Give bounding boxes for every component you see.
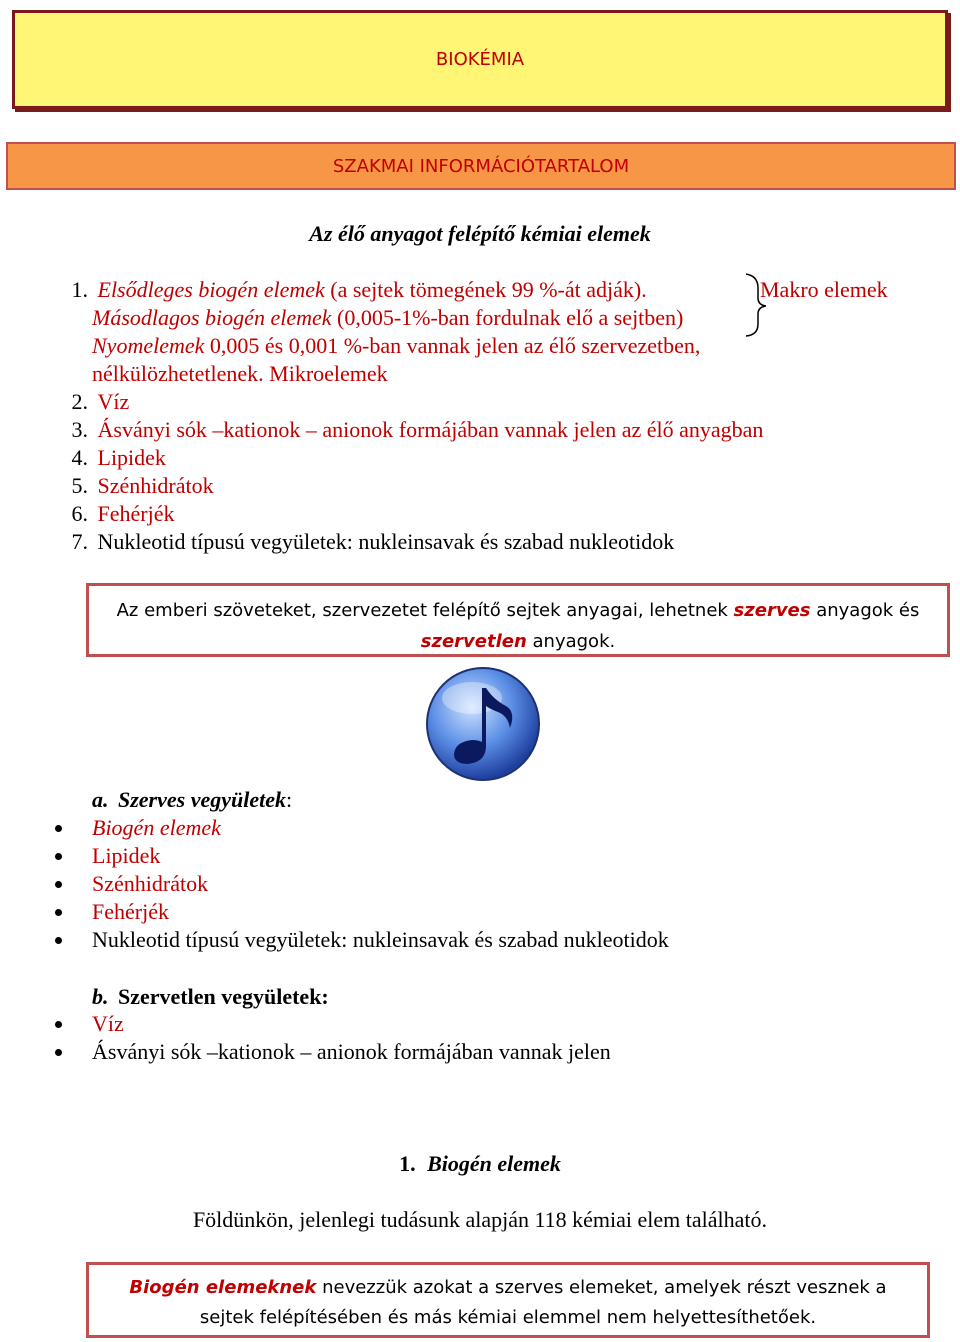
list-item: Biogén elemek	[92, 815, 221, 840]
title-banner	[12, 10, 948, 109]
section-title: SZAKMAI INFORMÁCIÓTARTALOM	[332, 155, 630, 177]
makro-label: Makro elemek	[760, 277, 888, 302]
banner-title: BIOKÉMIA	[435, 49, 525, 70]
list-item: 1. Elsődleges biogén elemek (a sejtek tömegének 99 %-át adják).	[71, 277, 647, 302]
section-a-heading: a. Szerves vegyületek:	[92, 787, 293, 812]
biogen-heading: 1. Biogén elemek	[399, 1151, 561, 1176]
info-box-organic: Az emberi szöveteket, szervezetet felépítő sejtek anyagai, lehetnek szerves anyagok és szervetlen anyagok.	[86, 583, 950, 657]
list-item: 5. Szénhidrátok	[71, 473, 214, 498]
list-item: 2. Víz	[71, 389, 130, 414]
list-item: nélkülözhetetlenek. Mikroelemek	[92, 361, 388, 386]
keyword-szervetlen: szervetlen	[420, 631, 527, 652]
list-item: Szénhidrátok	[92, 871, 209, 896]
section-b-heading: b. Szervetlen vegyületek:	[92, 984, 329, 1009]
list-item: Lipidek	[92, 843, 161, 868]
list-item: 3. Ásványi sók –kationok – anionok formájában vannak jelen az élő anyagban	[71, 417, 764, 442]
list-item: Fehérjék	[92, 899, 169, 924]
keyword-biogen: Biogén elemeknek	[129, 1277, 317, 1298]
earth-elements-text: Földünkön, jelenlegi tudásunk alapján 118 kémiai elem található.	[192, 1207, 768, 1232]
list-item: Ásványi sók –kationok – anionok formájában vannak jelen	[92, 1039, 611, 1064]
list-item: Nyomelemek 0,005 és 0,001 %-ban vannak jelen az élő szervezetben,	[92, 333, 701, 358]
bullet-icon	[55, 1049, 62, 1056]
bullet-icon	[55, 1021, 62, 1028]
keyword-szerves: szerves	[733, 600, 811, 621]
section-banner	[6, 142, 956, 190]
bullet-icon	[55, 937, 62, 944]
bullet-icon	[55, 853, 62, 860]
bullet-icon	[55, 909, 62, 916]
list-item: 4. Lipidek	[71, 445, 166, 470]
page-heading: Az élő anyagot felépítő kémiai elemek	[309, 221, 651, 246]
list-item: Nukleotid típusú vegyületek: nukleinsavak és szabad nukleotidok	[92, 927, 669, 952]
list-item: Víz	[92, 1011, 124, 1036]
list-item: 6. Fehérjék	[71, 501, 175, 526]
list-item: Másodlagos biogén elemek (0,005-1%-ban fordulnak elő a sejtben)	[92, 305, 684, 330]
music-note-icon	[424, 666, 542, 786]
definition-box: Biogén elemeknek nevezzük azokat a szerves elemeket, amelyek részt vesznek a sejtek felépítésében és más kémiai elemmel nem helyettesíthetőek.	[86, 1262, 930, 1338]
bullet-icon	[55, 881, 62, 888]
bullet-icon	[55, 825, 62, 832]
list-item: 7. Nukleotid típusú vegyületek: nukleinsavak és szabad nukleotidok	[71, 529, 675, 554]
